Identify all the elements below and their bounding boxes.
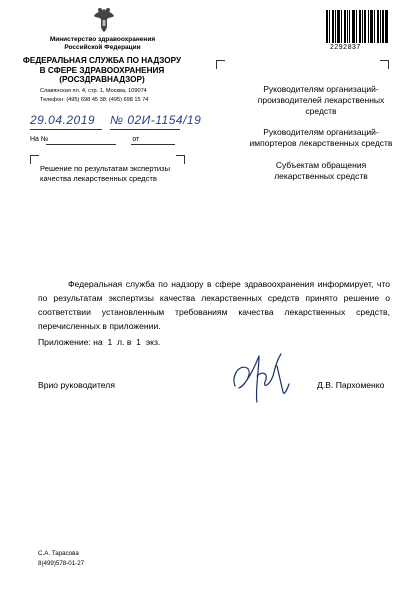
recipient-corner-right — [380, 60, 389, 69]
address-line: Славянская пл. 4, стр. 1, Москва, 109074 — [40, 88, 147, 94]
executor-name: С.А. Тарасова — [38, 550, 79, 557]
body-paragraph: Федеральная служба по надзору в сфере здравоохранения информирует, что по результатам экспертизы качества лекарственных средств принято решение о соответствии установленным требованиям качества лекарственных средств, перечисленных в приложении. — [38, 279, 390, 331]
attachment-note: Приложение: на 1 л. в 1 экз. — [38, 337, 161, 347]
signer-title: Врио руководителя — [38, 380, 115, 390]
recipient-line: импортеров лекарственных средств — [249, 138, 393, 148]
ministry-line-2: Российской Федерации — [64, 43, 141, 51]
handwritten-number: № 02И-1154/19 — [110, 113, 202, 127]
service-line-1: ФЕДЕРАЛЬНАЯ СЛУЖБА ПО НАДЗОРУ — [22, 56, 182, 65]
recipient-manufacturers — [246, 84, 396, 117]
handwritten-date: 29.04.2019 — [30, 113, 96, 127]
signer-name: Д.В. Пархоменко — [317, 380, 385, 390]
barcode — [326, 10, 388, 43]
subject-corner-right — [176, 155, 185, 164]
phone-line: Телефон: (495) 698 45 38; (495) 698 15 74 — [40, 97, 149, 103]
subject-line-1: Решение по результатам экспертизы — [40, 164, 171, 173]
number-underline — [110, 129, 180, 130]
date-underline — [30, 129, 102, 130]
ministry-name — [30, 36, 175, 51]
handwritten-signature — [225, 346, 293, 404]
ministry-line-1: Министерство здравоохранения — [49, 36, 156, 43]
recipient-line: Руководителям организаций- — [263, 84, 379, 94]
reference-date-line — [131, 144, 175, 145]
subject-block — [40, 164, 178, 184]
reference-row — [30, 136, 139, 143]
service-name — [22, 56, 182, 85]
recipient-line: лекарственных средств — [274, 171, 368, 181]
service-line-3: (РОСЗДРАВНАДЗОР) — [59, 75, 145, 84]
subject-corner-left — [30, 155, 39, 164]
recipient-line: Руководителям организаций- — [263, 127, 379, 137]
coat-of-arms-emblem-icon — [92, 6, 116, 34]
subject-line-2: качества лекарственных средств — [40, 174, 157, 183]
barcode-number: 2292837 — [330, 44, 361, 51]
executor-phone: 8(499)578-01-27 — [38, 560, 85, 567]
recipient-line: производителей лекарственных — [257, 95, 385, 105]
recipient-line: средств — [305, 106, 337, 116]
recipient-line: Субъектам обращения — [275, 160, 367, 170]
recipient-subjects — [246, 160, 396, 182]
recipient-corner-left — [216, 60, 225, 69]
service-line-2: В СФЕРЕ ЗДРАВООХРАНЕНИЯ — [39, 65, 165, 75]
address-block — [40, 87, 190, 105]
recipient-importers — [246, 127, 396, 149]
na-label: На № — [30, 136, 49, 143]
ot-label: от — [132, 136, 140, 143]
reference-number-line — [46, 144, 116, 145]
